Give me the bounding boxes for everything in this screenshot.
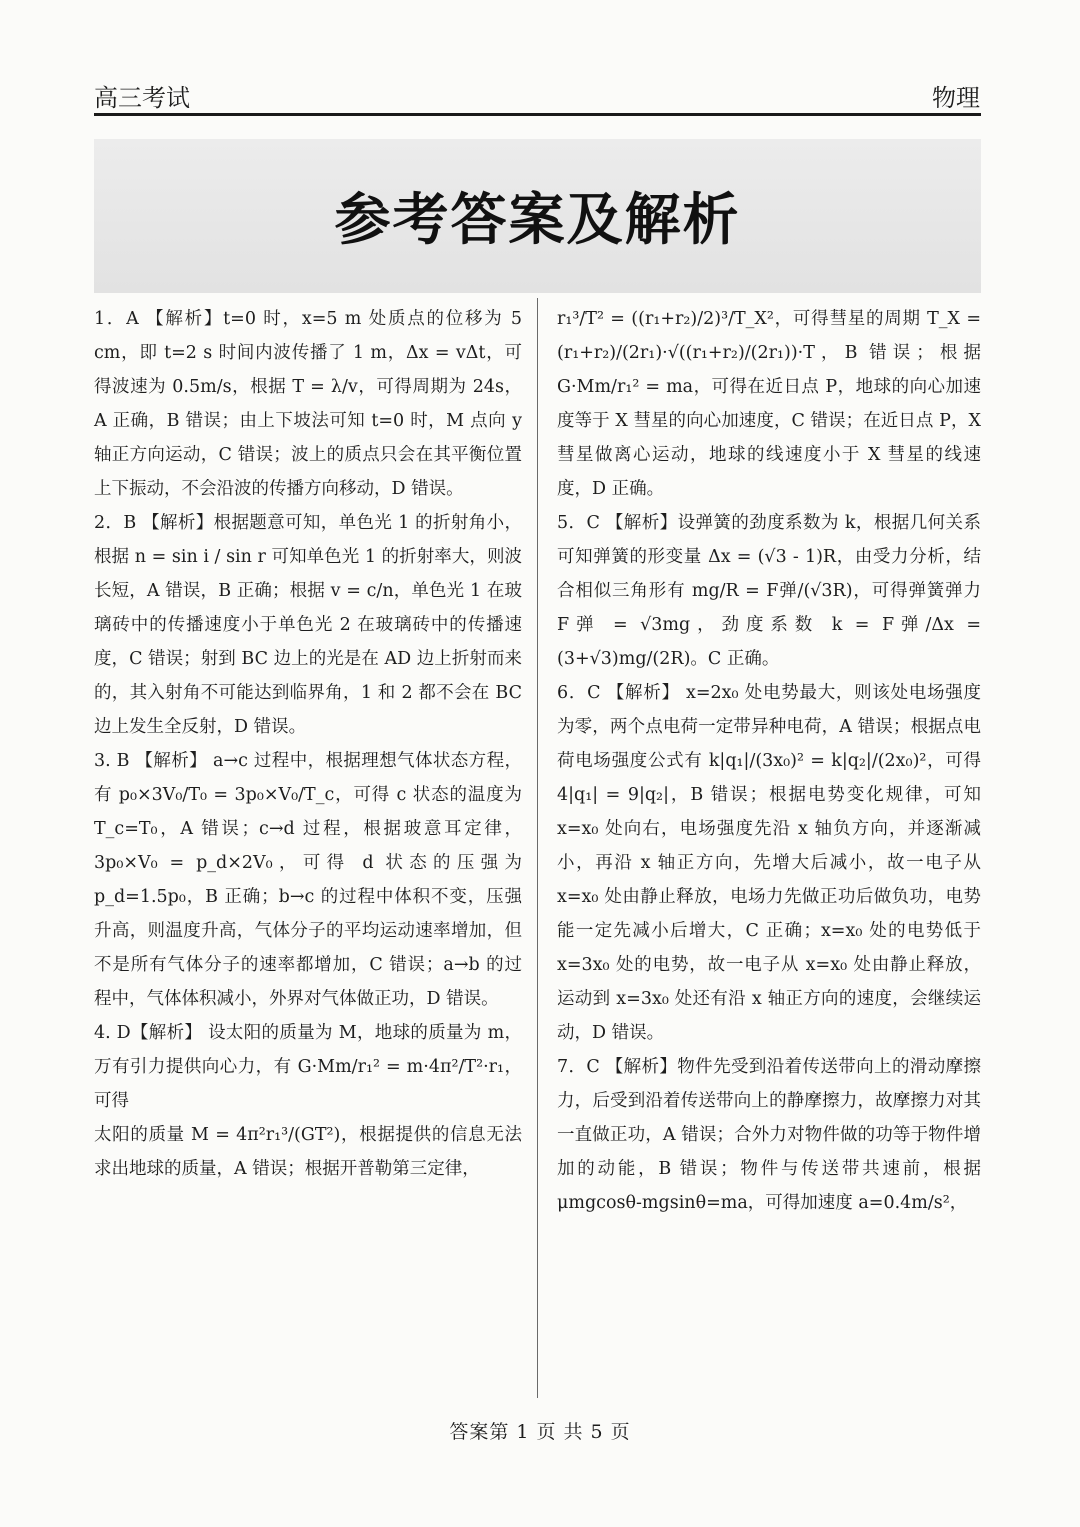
page-footer: 答案第 1 页 共 5 页 [449, 1421, 631, 1443]
answer-1: 1．A 【解析】t=0 时，x=5 m 处质点的位移为 5 cm，即 t=2 s 时间内波传播了 1 m，Δx = vΔt，可得波速为 0.5m/s，根据 T = λ/v，可得周期为 24s，A 正确，B 错误；由上下坡法可知 t=0 时，M 点向 y 轴正方向运动，C 错误；波上的质点只会在其平衡位置上下振动，不会沿波的传播方向移动，D 错误。 [94, 309, 522, 499]
title-banner [94, 139, 981, 293]
answer-3: 3. B 【解析】 a→c 过程中，根据理想气体状态方程，有 p₀×3V₀/T₀ = 3p₀×V₀/T_c，可得 c 状态的温度为 T_c=T₀，A 错误；c→d 过程，根据玻意耳定律，3p₀×V₀ = p_d×2V₀，可得 d 状态的压强为 p_d=1.5p₀，B 正确；b→c 的过程中体积不变，压强升高，则温度升高，气体分子的平均运动速率增加，但不是所有气体分子的速率都增加，C 错误；a→b 的过程中，气体体积减小，外界对气体做正功，D 错误。 [94, 751, 522, 1009]
right-column [557, 302, 981, 1220]
header-rule [94, 113, 981, 116]
answer-2: 2．B 【解析】根据题意可知，单色光 1 的折射角小，根据 n = sin i / sin r 可知单色光 1 的折射率大，则波长短，A 错误，B 正确；根据 v = c/n，单色光 1 在玻璃砖中的传播速度小于单色光 2 在玻璃砖中的传播速度，C 错误；射到 BC 边上的光是在 AD 边上折射而来的，其入射角不可能达到临界角，1 和 2 都不会在 BC 边上发生全反射，D 错误。 [94, 513, 522, 737]
header-left: 高三考试 [94, 84, 190, 112]
answer-4: 4. D【解析】 设太阳的质量为 M，地球的质量为 m，万有引力提供向心力，有 G·Mm/r₁² = m·4π²/T²·r₁，可得 [94, 1023, 522, 1111]
answer-4-continued: 太阳的质量 M = 4π²r₁³/(GT²)，根据提供的信息无法求出地球的质量，A 错误；根据开普勒第三定律， [94, 1125, 522, 1179]
answer-7: 7．C 【解析】物件先受到沿着传送带向上的滑动摩擦力，后受到沿着传送带向上的静摩擦力，故摩擦力对其一直做正功，A 错误；合外力对物件做的功等于物件增加的动能，B 错误；物件与传送带共速前，根据 μmgcosθ-mgsinθ=ma，可得加速度 a=0.4m/s²， [557, 1057, 981, 1213]
answer-4-end: r₁³/T² = ((r₁+r₂)/2)³/T_X²，可得彗星的周期 T_X = (r₁+r₂)/(2r₁)·√((r₁+r₂)/(2r₁))·T，B 错误；根据 G·Mm/r₁² = ma，可得在近日点 P，地球的向心加速度等于 X 彗星的向心加速度，C 错误；在近日点 P，X 彗星做离心运动，地球的线速度小于 X 彗星的线速度，D 正确。 [557, 309, 981, 499]
answer-5: 5．C 【解析】设弹簧的劲度系数为 k，根据几何关系可知弹簧的形变量 Δx = (√3 - 1)R，由受力分析，结合相似三角形有 mg/R = F弹/(√3R)，可得弹簧弹力 F弹 = √3mg，劲度系数 k = F弹/Δx = (3+√3)mg/(2R)。C 正确。 [557, 513, 981, 669]
left-column [94, 302, 522, 1186]
answer-6: 6．C 【解析】 x=2x₀ 处电势最大，则该处电场强度为零，两个点电荷一定带异种电荷，A 错误；根据点电荷电场强度公式有 k|q₁|/(3x₀)² = k|q₂|/(2x₀)²，可得 4|q₁| = 9|q₂|，B 错误；根据电势变化规律，可知 x=x₀ 处向右，电场强度先沿 x 轴负方向，并逐渐减小，再沿 x 轴正方向，先增大后减小，故一电子从 x=x₀ 处由静止释放，电场力先做正功后做负功，电势能一定先减小后增大，C 正确；x=x₀ 处的电势低于 x=3x₀ 处的电势，故一电子从 x=x₀ 处由静止释放，运动到 x=3x₀ 处还有沿 x 轴正方向的速度，会继续运动，D 错误。 [557, 683, 981, 1043]
page-title: 参考答案及解析 [334, 188, 741, 253]
column-divider [537, 298, 538, 1398]
header-right: 物理 [932, 84, 980, 112]
